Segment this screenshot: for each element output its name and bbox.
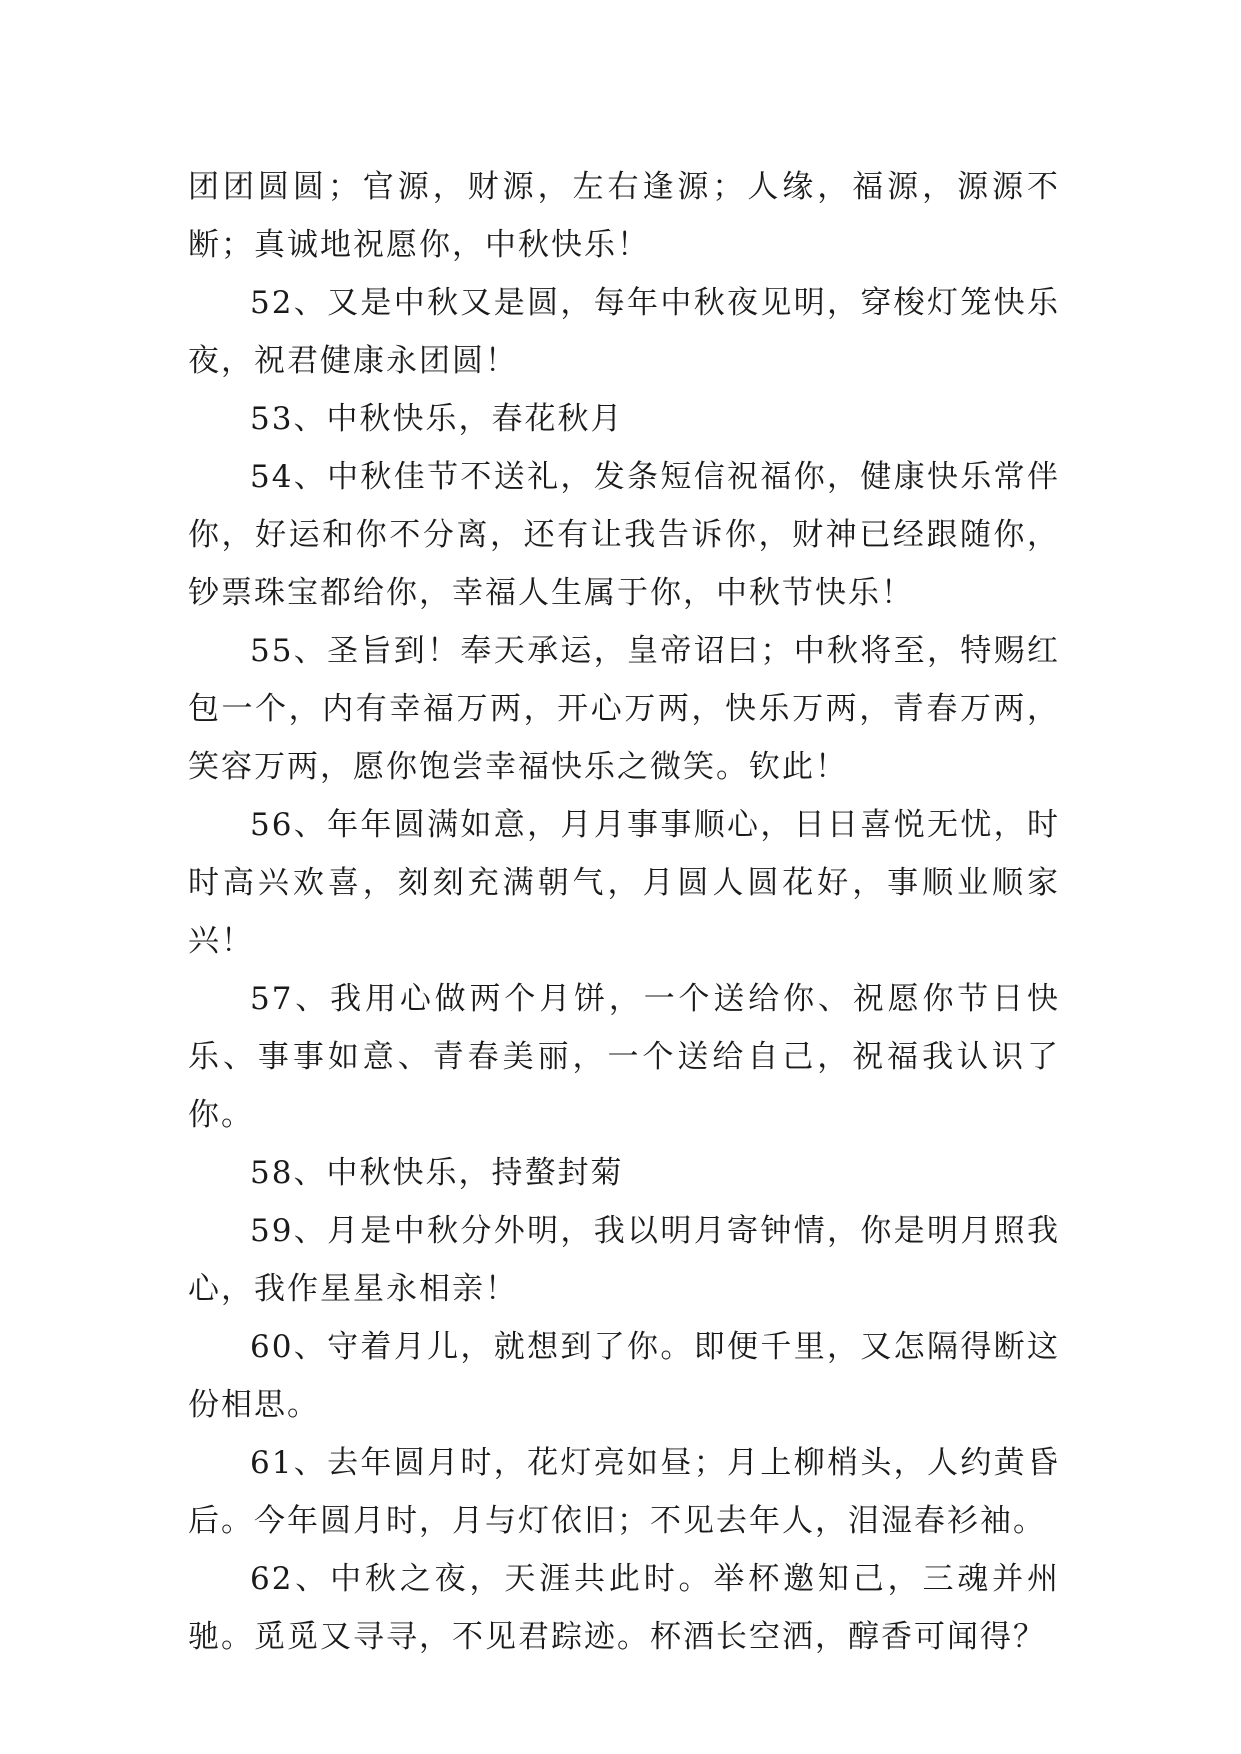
document-body [188, 158, 1060, 1666]
paragraph-55: 55、圣旨到！奉天承运，皇帝诏曰；中秋将至，特赐红包一个，内有幸福万两，开心万两，快乐万两，青春万两，笑容万两，愿你饱尝幸福快乐之微笑。钦此！ [188, 633, 1060, 785]
paragraph-56: 56、年年圆满如意，月月事事顺心，日日喜悦无忧，时时高兴欢喜，刻刻充满朝气，月圆人圆花好，事顺业顺家兴！ [188, 807, 1060, 959]
paragraph-62: 62、中秋之夜，天涯共此时。举杯邀知己，三魂并州驰。觅觅又寻寻，不见君踪迹。杯酒长空洒，醇香可闻得？ [188, 1561, 1060, 1655]
paragraph-61: 61、去年圆月时，花灯亮如昼；月上柳梢头，人约黄昏后。今年圆月时，月与灯依旧；不见去年人，泪湿春衫袖。 [188, 1445, 1060, 1539]
paragraph-58: 58、中秋快乐，持螯封菊 [250, 1155, 624, 1191]
paragraph-54: 54、中秋佳节不送礼，发条短信祝福你，健康快乐常伴你，好运和你不分离，还有让我告诉你，财神已经跟随你，钞票珠宝都给你，幸福人生属于你，中秋节快乐！ [188, 459, 1060, 611]
paragraph-59: 59、月是中秋分外明，我以明月寄钟情，你是明月照我心，我作星星永相亲！ [188, 1213, 1060, 1307]
paragraph-60: 60、守着月儿，就想到了你。即便千里，又怎隔得断这份相思。 [188, 1329, 1060, 1423]
paragraph-53: 53、中秋快乐，春花秋月 [250, 401, 624, 437]
paragraph-52: 52、又是中秋又是圆，每年中秋夜见明，穿梭灯笼快乐夜，祝君健康永团圆！ [188, 285, 1060, 379]
paragraph-continuation: 团团圆圆；官源，财源，左右逢源；人缘，福源，源源不断；真诚地祝愿你，中秋快乐！ [188, 169, 1060, 263]
paragraph-57: 57、我用心做两个月饼，一个送给你、祝愿你节日快乐、事事如意、青春美丽，一个送给自己，祝福我认识了你。 [188, 981, 1060, 1133]
